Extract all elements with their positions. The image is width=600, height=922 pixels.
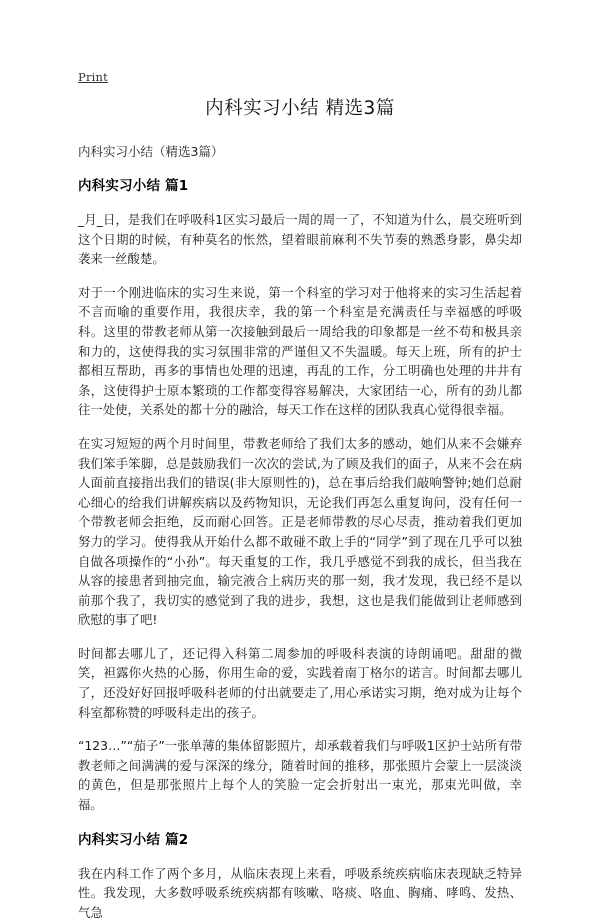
paragraph: _月_日，是我们在呼吸科1区实习最后一周的周一了，不知道为什么，晨交班听到这个日期的时候，有种莫名的怅然，望着眼前麻利不失节奏的熟悉身影，鼻尖却袭来一丝酸楚。 [78, 212, 522, 267]
document-subtitle: 内科实习小结（精选3篇） [78, 144, 224, 159]
paragraph: 时间都去哪儿了，还记得入科第二周参加的呼吸科表演的诗朗诵吧。甜甜的微笑，袒露你火热的心肠，你用生命的爱，实践着南丁格尔的诺言。时间都去哪儿了，还没好好回报呼吸科老师的付出就要走了,用心承诺实习期，绝对成为让每个科室都称赞的呼吸科走出的孩子。 [78, 645, 522, 720]
document-content [78, 96, 522, 922]
print-link[interactable]: Print [78, 70, 108, 84]
page-title: 内科实习小结 精选3篇 [205, 98, 395, 119]
paragraph: 在实习短短的两个月时间里，带教老师给了我们太多的感动，她们从来不会嫌弃我们笨手笨脚，总是鼓励我们一次次的尝试,为了顾及我们的面子，从来不会在病人面前直接指出我们的错误(非大原则性的)，总在事后给我们敲响警钟;她们总耐心细心的给我们讲解疾病以及药物知识，无论我们再怎么重复询问，没有任何一个带教老师会拒绝，反而耐心回答。正是老师带教的尽心尽责，推动着我们更加努力的学习。使得我从开始什么都不敢碰不敢上手的“同学”到了现在几乎可以独自做各项操作的“小孙”。每天重复的工作，我几乎感觉不到我的成长，但当我在从容的接患者到抽完血，输完液合上病历夹的那一刻，我才发现，我已经不是以前那个我了，我切实的感觉到了我的进步，我想，这也是我们能做到让老师感到欣慰的事了吧! [78, 435, 522, 628]
section-heading-1: 内科实习小结 篇1 [78, 178, 189, 194]
section-heading-2: 内科实习小结 篇2 [78, 831, 189, 848]
paragraph: 我在内科工作了两个多月，从临床表现上来看，呼吸系统疾病临床表现缺乏特异性。我发现，大多数呼吸系统疾病都有咳嗽、咯痰、咯血、胸痛、哮鸣、发热、气急 [78, 865, 522, 920]
paragraph: “123…”“茄子”一张单薄的集体留影照片，却承载着我们与呼吸1区护士站所有带教老师之间满满的爱与深深的缘分，随着时间的推移，那张照片会蒙上一层淡淡的黄色，但是那张照片上每个人的笑脸一定会折射出一束光，那束光叫做，幸福。 [78, 738, 522, 813]
paragraph: 对于一个刚进临床的实习生来说，第一个科室的学习对于他将来的实习生活起着不言而喻的重要作用，我很庆幸，我的第一个科室是充满责任与幸福感的呼吸科。这里的带教老师从第一次接触到最后一周给我的印象都是一丝不苟和极具亲和力的，这使得我的实习氛围非常的严谨但又不失温暖。每天上班，所有的护士都相互帮助，再多的事情也处理的迅速，再乱的工作，分工明确也处理的井井有条，这使得护士原本繁琐的工作都变得容易解决，大家团结一心，所有的劲儿都往一处使，关系处的都十分的融洽，每天工作在这样的团队我真心觉得很幸福。 [78, 284, 522, 418]
